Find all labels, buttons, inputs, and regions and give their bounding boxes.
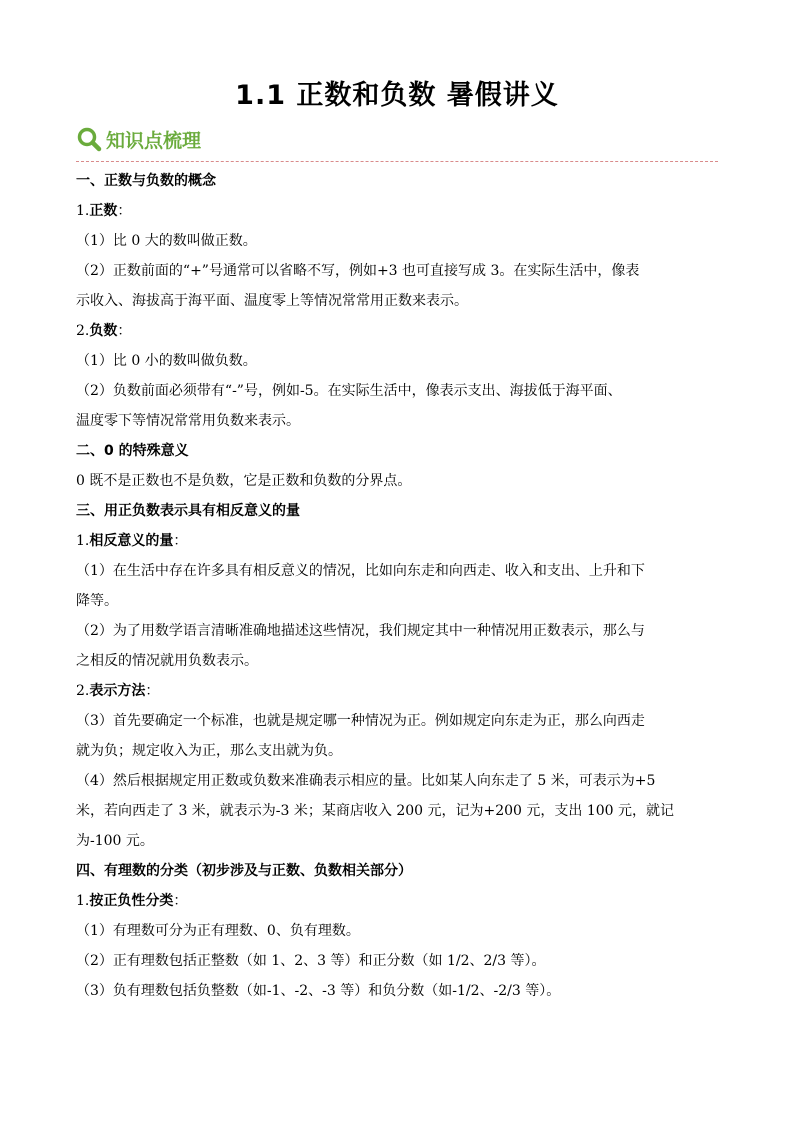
text-line: 之相反的情况就用负数表示。 (76, 653, 258, 669)
text-line: （2）负数前面必须带有“-”号，例如-5。在实际生活中，像表示支出、海拔低于海平面、 (76, 383, 622, 399)
colon: ： (117, 323, 132, 339)
dashed-divider (76, 161, 718, 162)
text-line: （1）比 0 大的数叫做正数。 (76, 233, 257, 249)
colon: ： (145, 683, 160, 699)
subheading-negative (76, 316, 718, 346)
item-label: 相反意义的量 (89, 533, 174, 549)
text-line: 米，若向西走了 3 米，就表示为-3 米；某商店收入 200 元，记为+200 元，支出 100 元，就记 (76, 803, 675, 819)
text-line: 就为负；规定收入为正，那么支出就为负。 (76, 743, 342, 759)
text-line: （2）正数前面的“+”号通常可以省略不写，例如+3 也可直接写成 3。在实际生活中，像表 (76, 263, 640, 279)
text-line: （2）正有理数包括正整数（如 1、2、3 等）和正分数（如 1/2、2/3 等）。 (76, 953, 546, 969)
item-number: 2. (76, 683, 90, 699)
text-line: （3）首先要确定一个标准，也就是规定哪一种情况为正。例如规定向东走为正，那么向西走 (76, 713, 645, 729)
text-line: （1）有理数可分为正有理数、0、负有理数。 (76, 923, 360, 939)
heading-positive-negative-concept: 一、正数与负数的概念 (76, 173, 216, 189)
text-line: 0 既不是正数也不是负数，它是正数和负数的分界点。 (76, 473, 412, 489)
section-header (76, 122, 718, 156)
item-number: 1. (76, 533, 90, 549)
text-line: （3）负有理数包括负整数（如-1、-2、-3 等）和负分数（如-1/2、-2/3 等）。 (76, 983, 561, 999)
text-line: 示收入、海拔高于海平面、温度零上等情况常常用正数来表示。 (76, 293, 468, 309)
text-line: （2）为了用数学语言清晰准确地描述这些情况，我们规定其中一种情况用正数表示，那么与 (76, 623, 645, 639)
text-line: 温度零下等情况常常用负数来表示。 (76, 413, 300, 429)
heading-rational-classification: 四、有理数的分类（初步涉及与正数、负数相关部分） (76, 863, 412, 879)
subheading-positive (76, 196, 718, 226)
heading-opposite-quantities: 三、用正负数表示具有相反意义的量 (76, 503, 300, 519)
text-line: （1）在生活中存在许多具有相反意义的情况，比如向东走和向西走、收入和支出、上升和下 (76, 563, 645, 579)
item-label: 按正负性分类 (89, 893, 174, 909)
subheading-opposite-meaning (76, 526, 718, 556)
magnifier-icon (76, 126, 102, 152)
colon: ： (173, 893, 188, 909)
heading-zero-meaning: 二、0 的特殊意义 (76, 443, 189, 459)
subheading-by-sign (76, 886, 718, 916)
text-line: 降等。 (76, 593, 118, 609)
text-line: 为-100 元。 (76, 833, 154, 849)
document-page (76, 70, 718, 1006)
item-number: 1. (76, 893, 90, 909)
text-line: （1）比 0 小的数叫做负数。 (76, 353, 257, 369)
page-title: 1.1 正数和负数 暑假讲义 (235, 80, 559, 111)
colon: ： (173, 533, 188, 549)
text-line: （4）然后根据规定用正数或负数来准确表示相应的量。比如某人向东走了 5 米，可表示为+5 (76, 773, 656, 789)
item-number: 2. (76, 323, 90, 339)
item-number: 1. (76, 203, 90, 219)
subheading-representation (76, 676, 718, 706)
item-label: 正数 (89, 203, 118, 219)
item-label: 负数 (89, 323, 118, 339)
item-label: 表示方法 (89, 683, 146, 699)
section-header-label: 知识点梳理 (106, 129, 202, 152)
colon: ： (117, 203, 132, 219)
